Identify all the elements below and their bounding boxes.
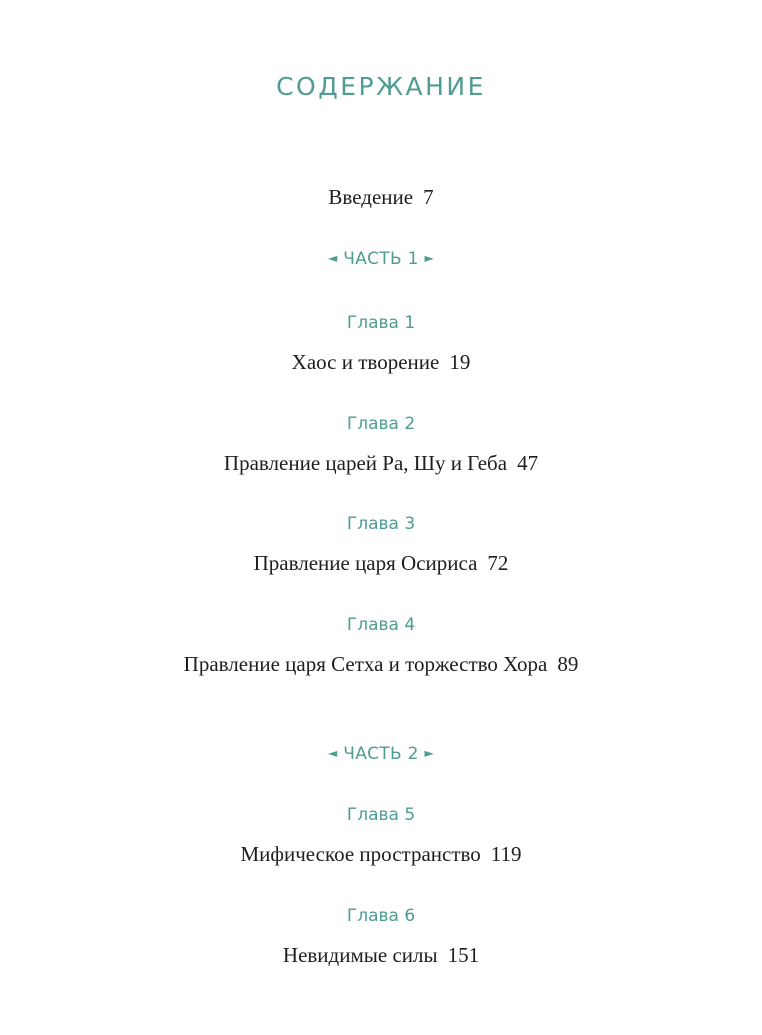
entry-page-number: 7 (423, 185, 434, 209)
left-triangle-icon: ◄ (327, 746, 338, 760)
entry-title: Правление царя Осириса (253, 551, 478, 575)
entry-title: Мифическое пространство (240, 842, 481, 866)
part-label: ЧАСТЬ 2 (343, 744, 419, 764)
part-1-heading (0, 249, 762, 269)
chapter-2-heading: Глава 2 (346, 414, 416, 434)
entry-page-number: 47 (517, 451, 539, 475)
right-triangle-icon: ► (424, 251, 435, 265)
entry-title: Невидимые силы (282, 943, 438, 967)
toc-entry-chapter-6[interactable] (0, 943, 762, 968)
chapter-5-heading: Глава 5 (346, 805, 416, 825)
toc-entry-intro[interactable] (0, 185, 762, 210)
entry-title: Правление царей Ра, Шу и Геба (223, 451, 508, 475)
chapter-3-heading: Глава 3 (346, 514, 416, 534)
entry-page-number: 151 (447, 943, 480, 967)
part-2-heading (0, 744, 762, 764)
entry-title: Правление царя Сетха и торжество Хора (183, 652, 548, 676)
right-triangle-icon: ► (424, 746, 435, 760)
toc-title: СОДЕРЖАНИЕ (276, 72, 486, 101)
chapter-6-heading: Глава 6 (346, 906, 416, 926)
entry-page-number: 19 (449, 350, 471, 374)
toc-entry-chapter-1[interactable] (0, 350, 762, 375)
toc-entry-chapter-4[interactable] (0, 652, 762, 677)
chapter-1-heading: Глава 1 (346, 313, 416, 333)
toc-entry-chapter-3[interactable] (0, 551, 762, 576)
toc-entry-chapter-5[interactable] (0, 842, 762, 867)
entry-page-number: 119 (490, 842, 522, 866)
entry-page-number: 89 (557, 652, 579, 676)
left-triangle-icon: ◄ (327, 251, 338, 265)
entry-page-number: 72 (487, 551, 509, 575)
entry-title: Хаос и творение (291, 350, 440, 374)
chapter-4-heading: Глава 4 (346, 615, 416, 635)
entry-title: Введение (328, 185, 414, 209)
toc-entry-chapter-2[interactable] (0, 451, 762, 476)
part-label: ЧАСТЬ 1 (343, 249, 419, 269)
